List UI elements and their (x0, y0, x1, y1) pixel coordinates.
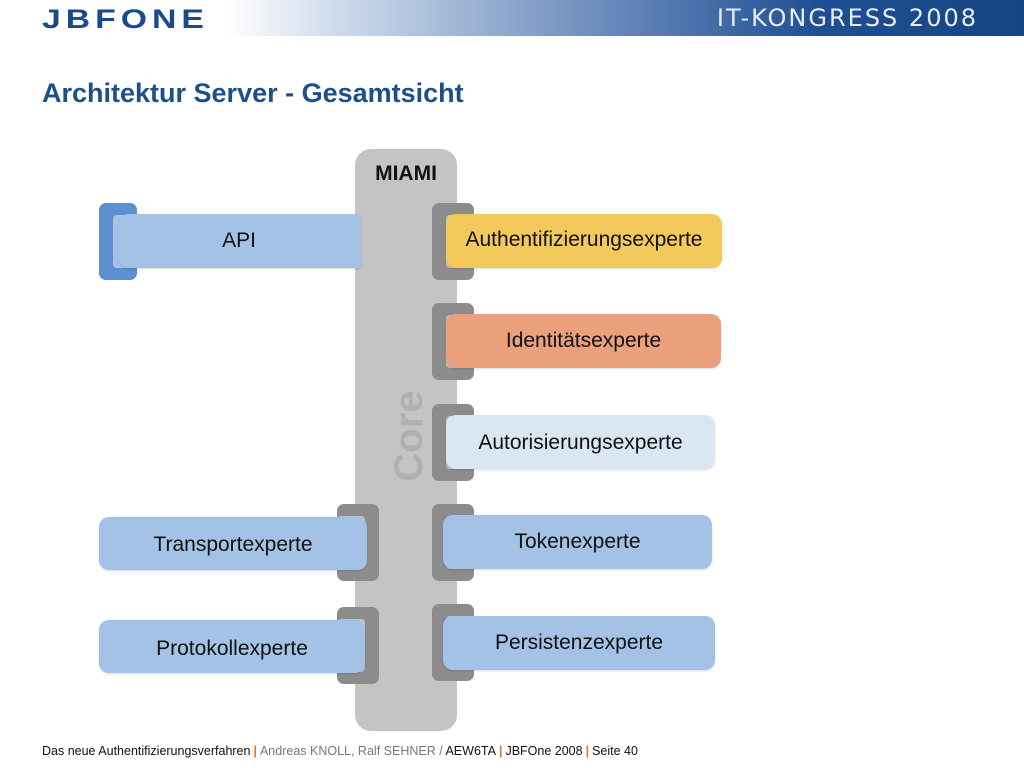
protokoll-module (99, 620, 365, 673)
ident-module (446, 314, 721, 368)
footer-separator: | (253, 744, 257, 758)
footer-authors: Andreas KNOLL, Ralf SEHNER / (259, 744, 446, 758)
footer (42, 744, 638, 758)
ident-module-label: Identitätsexperte (505, 329, 662, 352)
jbfone-logo: JBFONE (42, 4, 209, 34)
core-top-label: MIAMI (375, 162, 437, 185)
transport-module (99, 517, 367, 570)
protokoll-module-label: Protokollexperte (156, 637, 308, 660)
transport-module-label: Transportexperte (153, 533, 313, 556)
congress-title: IT-KONGRESS 2008 (716, 4, 978, 32)
token-module-label: Tokenexperte (514, 530, 641, 553)
footer-separator: | (585, 744, 590, 758)
slide-title: Architektur Server - Gesamtsicht (42, 78, 464, 108)
footer-event: JBFOne 2008 (505, 744, 583, 758)
api-module (117, 214, 361, 268)
token-module (443, 515, 712, 569)
footer-topic: Das neue Authentifizierungsverfahren (42, 744, 251, 758)
persistenz-module-label: Persistenzexperte (494, 631, 664, 654)
auth-module-label: Authentifizierungsexperte (465, 228, 703, 251)
footer-separator: | (498, 744, 503, 758)
footer-page: Seite 40 (592, 744, 638, 758)
autor-module-label: Autorisierungsexperte (478, 431, 683, 454)
persistenz-module (443, 616, 715, 670)
core-label: Core (387, 390, 431, 482)
api-module-label: API (222, 229, 256, 252)
footer-dept: AEW6TA (445, 744, 496, 758)
autor-module (446, 415, 715, 469)
auth-module (446, 214, 722, 268)
